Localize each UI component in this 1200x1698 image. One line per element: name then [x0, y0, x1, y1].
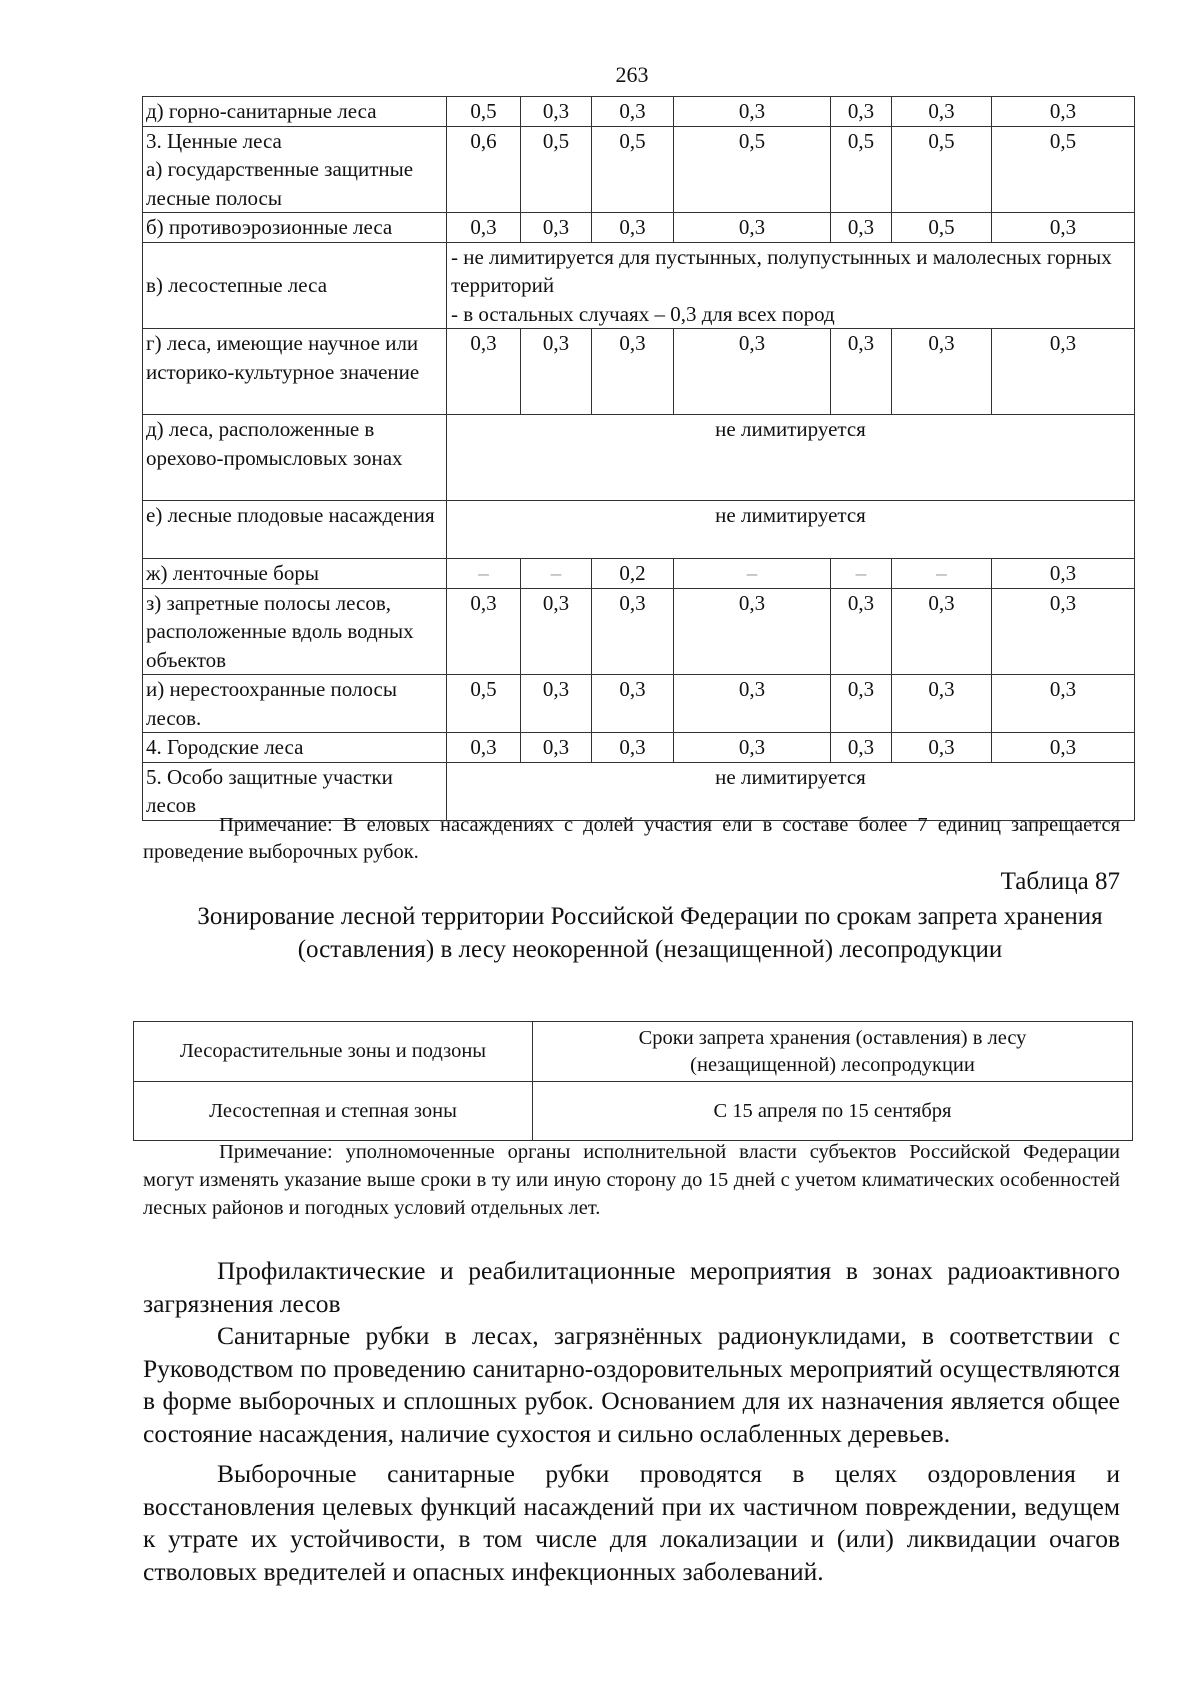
- table-cell: 0,3: [831, 588, 892, 675]
- table-cell: 0,3: [992, 97, 1135, 127]
- table-cell: 0,3: [992, 329, 1135, 415]
- table-row: [143, 415, 1135, 501]
- table-cell: –: [892, 559, 992, 589]
- table-cell: –: [674, 559, 831, 589]
- section-heading: Профилактические и реабилитационные мероприятия в зонах радиоактивного загрязнения лесов: [143, 1256, 1120, 1318]
- table-cell: 0,5: [892, 126, 992, 213]
- table-row: [143, 126, 1135, 213]
- span-cell: - не лимитируется для пустынных, полупустынных и малолесных горных территорий - в остальных случаях – 0,3 для всех пород: [447, 242, 1135, 329]
- row-label: ж) ленточные боры: [143, 559, 447, 589]
- table-cell: 0,5: [674, 126, 831, 213]
- span-cell: не лимитируется: [447, 415, 1135, 501]
- table-cell: 0,3: [674, 329, 831, 415]
- table-cell: 0,3: [892, 329, 992, 415]
- paragraph: Санитарные рубки в лесах, загрязнённых радионуклидами, в соответствии с Руководством по проведению санитарно-оздоровительных мероприятий осуществляются в форме выборочных и сплошных рубок. Основанием для их назначения является общее состояние насаждения, наличие сухостоя и сильно ослабленных деревьев.: [143, 1321, 1120, 1448]
- table-header-row: [134, 1022, 1133, 1082]
- table-cell: 0,3: [592, 588, 674, 675]
- table-row: [143, 588, 1135, 675]
- table-cell: 0,6: [447, 126, 521, 213]
- table-cell: 0,3: [992, 213, 1135, 243]
- table-cell: 0,3: [831, 733, 892, 763]
- table-cell: 0,5: [521, 126, 592, 213]
- table-cell: С 15 апреля по 15 сентября: [533, 1082, 1133, 1141]
- table-cell: 0,3: [892, 675, 992, 733]
- table-cell: 0,3: [892, 588, 992, 675]
- body-text: [143, 1255, 1120, 1588]
- table-cell: 0,2: [592, 559, 674, 589]
- table-cell: 0,3: [674, 588, 831, 675]
- row-label: 5. Особо защитные участки лесов: [143, 762, 447, 820]
- row-label: д) горно-санитарные леса: [143, 97, 447, 127]
- table-cell: 0,3: [892, 733, 992, 763]
- table-row: [143, 242, 1135, 329]
- table-cell: 0,5: [447, 675, 521, 733]
- column-header: Сроки запрета хранения (оставления) в лесу (незащищенной) лесопродукции: [533, 1022, 1133, 1082]
- table-title: Зонирование лесной территории Российской Федерации по срокам запрета хранения (оставления) в лесу неокоренной (незащищенной) лесопродукции: [197, 903, 1103, 963]
- table-cell: 0,3: [992, 588, 1135, 675]
- table-cell: –: [447, 559, 521, 589]
- page-number: 263: [615, 62, 649, 87]
- row-label: з) запретные полосы лесов, расположенные вдоль водных объектов: [143, 588, 447, 675]
- table-row: [134, 1082, 1133, 1141]
- table-cell: 0,3: [447, 329, 521, 415]
- table-cell: 0,3: [992, 733, 1135, 763]
- forest-cut-intensity-table: [142, 96, 1135, 821]
- table-cell: 0,3: [592, 675, 674, 733]
- table-row: [143, 329, 1135, 415]
- span-cell: не лимитируется: [447, 501, 1135, 559]
- span-cell: не лимитируется: [447, 762, 1135, 820]
- table-cell: 0,5: [992, 126, 1135, 213]
- row-label: в) лесостепные леса: [143, 242, 447, 329]
- table-cell: Лесостепная и степная зоны: [134, 1082, 533, 1141]
- table-cell: 0,3: [521, 213, 592, 243]
- table-label: Таблица 87: [1000, 868, 1120, 895]
- table-cell: 0,5: [831, 126, 892, 213]
- table-cell: 0,3: [447, 733, 521, 763]
- table-cell: 0,3: [592, 97, 674, 127]
- row-label: е) лесные плодовые насаждения: [143, 501, 447, 559]
- table-cell: 0,3: [447, 588, 521, 675]
- table-cell: 0,3: [831, 329, 892, 415]
- row-label: 3. Ценные леса а) государственные защитные лесные полосы: [143, 126, 447, 213]
- table-cell: 0,3: [592, 733, 674, 763]
- table-cell: 0,3: [447, 213, 521, 243]
- table-cell: –: [521, 559, 592, 589]
- table-cell: 0,3: [674, 675, 831, 733]
- table-cell: 0,3: [592, 213, 674, 243]
- table-cell: 0,3: [521, 97, 592, 127]
- table-row: [143, 733, 1135, 763]
- table-cell: 0,3: [674, 97, 831, 127]
- row-label: д) леса, расположенные в орехово-промысловых зонах: [143, 415, 447, 501]
- table-cell: 0,5: [892, 213, 992, 243]
- table-row: [143, 213, 1135, 243]
- row-label: б) противоэрозионные леса: [143, 213, 447, 243]
- storage-ban-table: [133, 1021, 1133, 1141]
- table-row: [143, 675, 1135, 733]
- table-cell: 0,3: [592, 329, 674, 415]
- table-cell: 0,3: [521, 329, 592, 415]
- table-cell: 0,3: [992, 559, 1135, 589]
- table-cell: 0,3: [992, 675, 1135, 733]
- table-row: [143, 501, 1135, 559]
- table-cell: 0,3: [521, 733, 592, 763]
- row-label: г) леса, имеющие научное или историко-культурное значение: [143, 329, 447, 415]
- table-note: Примечание: В еловых насаждениях с долей участия ели в составе более 7 единиц запрещается проведение выборочных рубок.: [143, 814, 1120, 863]
- table-cell: 0,3: [831, 213, 892, 243]
- table-cell: 0,5: [447, 97, 521, 127]
- paragraph: Выборочные санитарные рубки проводятся в целях оздоровления и восстановления целевых функций насаждений при их частичном повреждении, ведущем к утрате их устойчивости, в том числе для локализации и (или) ликвидации очагов стволовых вредителей и опасных инфекционных заболеваний.: [143, 1459, 1120, 1586]
- row-label: и) нерестоохранные полосы лесов.: [143, 675, 447, 733]
- table-row: [143, 97, 1135, 127]
- table-note: Примечание: уполномоченные органы исполнительной власти субъектов Российской Федерации могут изменять указание выше сроки в ту или иную сторону до 15 дней с учетом климатических особенностей лесных районов и погодных условий отдельных лет.: [143, 1141, 1120, 1219]
- column-header: Лесорастительные зоны и подзоны: [134, 1022, 533, 1082]
- table-cell: 0,3: [674, 733, 831, 763]
- table-cell: 0,3: [674, 213, 831, 243]
- row-label: 4. Городские леса: [143, 733, 447, 763]
- table-cell: 0,3: [521, 588, 592, 675]
- table-row: [143, 559, 1135, 589]
- table-cell: 0,3: [831, 675, 892, 733]
- table-cell: 0,5: [592, 126, 674, 213]
- table-cell: 0,3: [521, 675, 592, 733]
- table-cell: 0,3: [831, 97, 892, 127]
- table-cell: 0,3: [892, 97, 992, 127]
- table-cell: –: [831, 559, 892, 589]
